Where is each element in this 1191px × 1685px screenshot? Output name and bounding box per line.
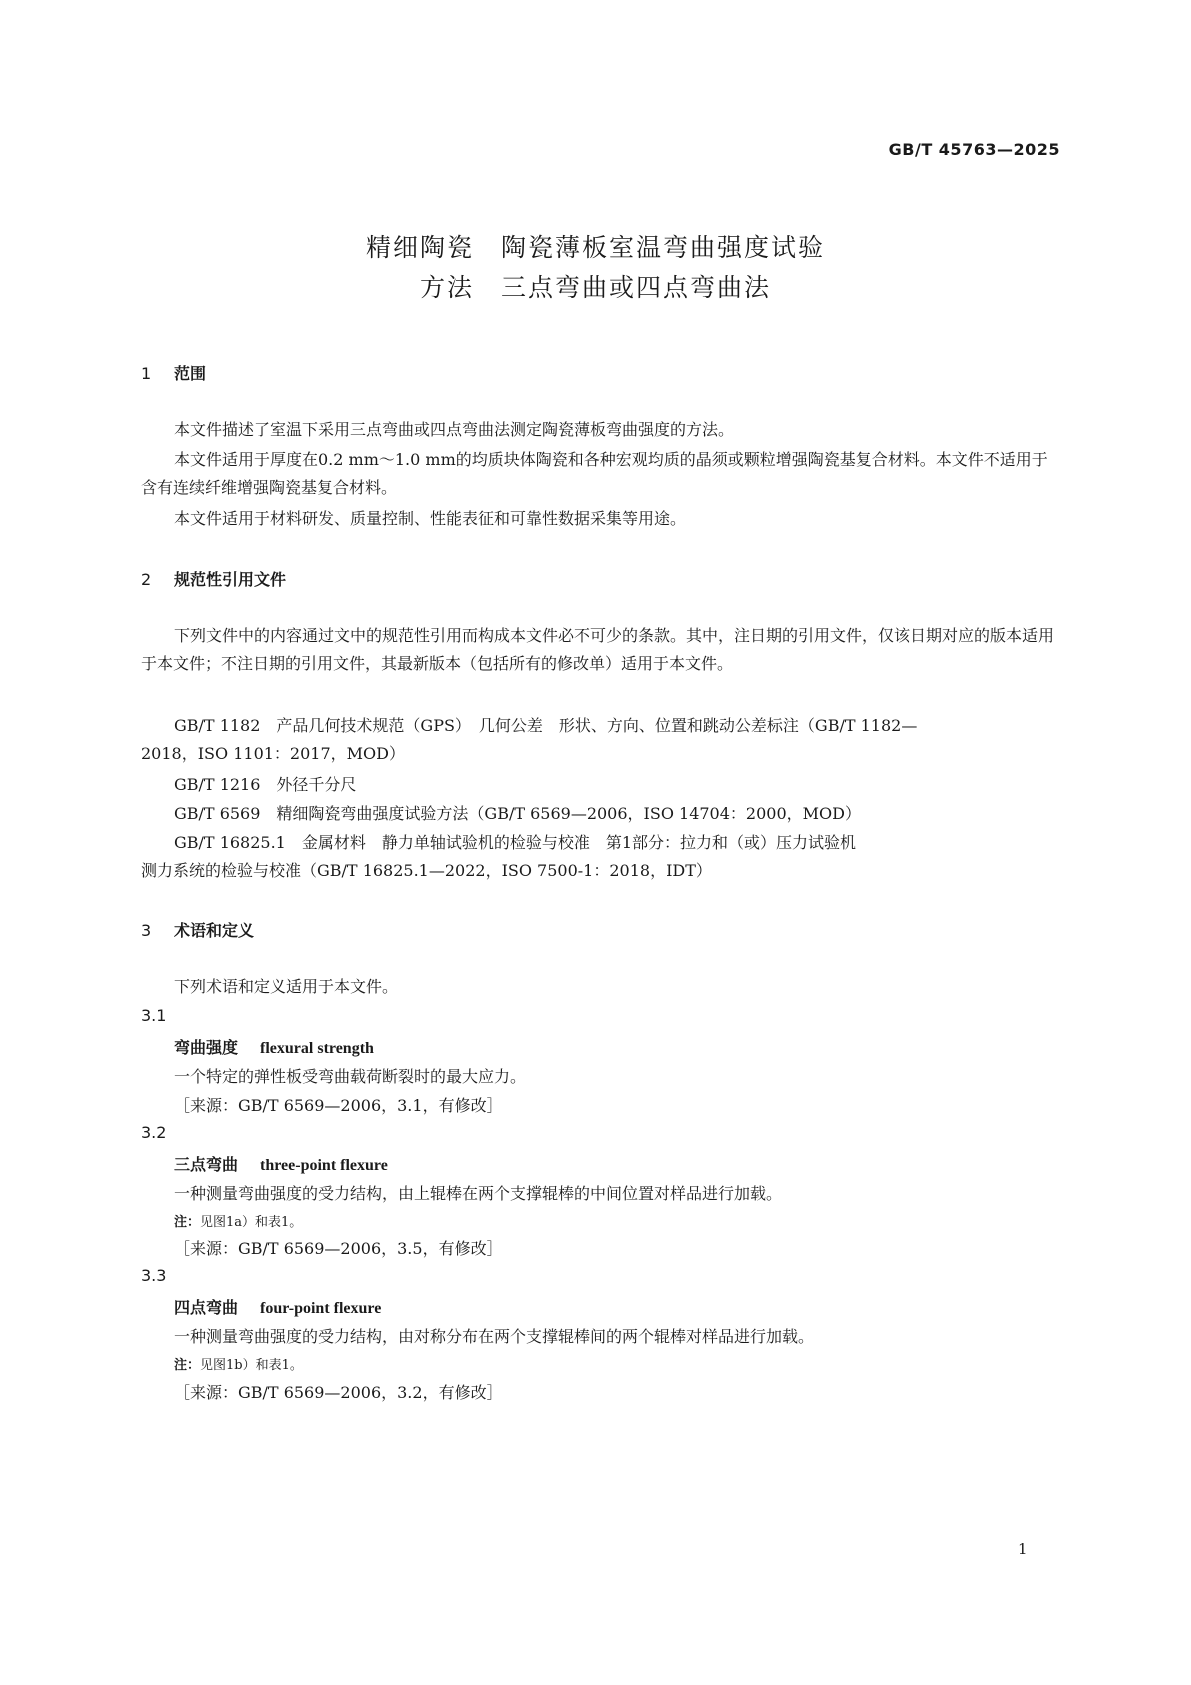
standard-code: GB/T 45763—2025 bbox=[888, 140, 1060, 159]
reference-gbt1182-line2: 2018，ISO 1101：2017，MOD） bbox=[141, 744, 405, 763]
term-en: flexural strength bbox=[260, 1040, 374, 1057]
section-2-heading bbox=[141, 567, 286, 590]
scope-paragraph-1: 本文件描述了室温下采用三点弯曲或四点弯曲法测定陶瓷薄板弯曲强度的方法。 bbox=[174, 420, 735, 439]
section-number: 3 bbox=[141, 921, 152, 940]
page-number: 1 bbox=[1018, 1540, 1028, 1558]
term-en: three-point flexure bbox=[260, 1157, 388, 1174]
term-heading-flexural-strength bbox=[174, 1035, 374, 1058]
term-number: 3.3 bbox=[141, 1266, 167, 1285]
reference-gbt16825-line2: 测力系统的检验与校准（GB/T 16825.1—2022，ISO 7500-1：2018，IDT） bbox=[141, 861, 712, 880]
section-number: 2 bbox=[141, 570, 152, 589]
scope-paragraph-2: 本文件适用于厚度在0.2 mm～1.0 mm的均质块体陶瓷和各种宏观均质的晶须或颗粒增强陶瓷基复合材料。本文件不适用于含有连续纤维增强陶瓷基复合材料。 bbox=[141, 450, 1048, 497]
reference-gbt1182-line1: GB/T 1182 产品几何技术规范（GPS） 几何公差 形状、方向、位置和跳动公差标注（GB/T 1182— bbox=[174, 716, 918, 735]
document-title-line1: 精细陶瓷 陶瓷薄板室温弯曲强度试验 bbox=[365, 233, 825, 262]
term-heading-three-point-flexure bbox=[174, 1152, 388, 1175]
note-text: 见图1b）和表1。 bbox=[200, 1358, 303, 1373]
term-note bbox=[174, 1354, 303, 1373]
section-title: 规范性引用文件 bbox=[174, 570, 287, 589]
section-3-heading bbox=[141, 918, 254, 941]
term-definition: 一种测量弯曲强度的受力结构，由上辊棒在两个支撑辊棒的中间位置对样品进行加载。 bbox=[174, 1184, 783, 1203]
term-zh: 弯曲强度 bbox=[174, 1038, 239, 1057]
note-text: 见图1a）和表1。 bbox=[200, 1215, 303, 1230]
section-1-heading bbox=[141, 361, 206, 384]
term-zh: 四点弯曲 bbox=[174, 1298, 239, 1317]
term-en: four-point flexure bbox=[260, 1300, 382, 1317]
term-source: ［来源：GB/T 6569—2006，3.2，有修改］ bbox=[174, 1383, 503, 1402]
section-title: 术语和定义 bbox=[174, 921, 255, 940]
scope-paragraph-3: 本文件适用于材料研发、质量控制、性能表征和可靠性数据采集等用途。 bbox=[174, 509, 687, 528]
reference-gbt6569: GB/T 6569 精细陶瓷弯曲强度试验方法（GB/T 6569—2006，ISO 14704：2000，MOD） bbox=[174, 804, 861, 823]
term-number: 3.2 bbox=[141, 1123, 167, 1142]
term-note bbox=[174, 1211, 302, 1230]
terms-intro: 下列术语和定义适用于本文件。 bbox=[174, 977, 399, 996]
document-title-line2: 方法 三点弯曲或四点弯曲法 bbox=[419, 273, 771, 302]
term-number: 3.1 bbox=[141, 1006, 167, 1025]
normative-references-intro: 下列文件中的内容通过文中的规范性引用而构成本文件必不可少的条款。其中，注日期的引用文件，仅该日期对应的版本适用于本文件；不注日期的引用文件，其最新版本（包括所有的修改单）适用于本文件。 bbox=[141, 626, 1055, 673]
note-label: 注： bbox=[174, 1215, 201, 1230]
reference-gbt1216: GB/T 1216 外径千分尺 bbox=[174, 775, 357, 794]
section-number: 1 bbox=[141, 364, 152, 383]
term-definition: 一种测量弯曲强度的受力结构，由对称分布在两个支撑辊棒间的两个辊棒对样品进行加载。 bbox=[174, 1327, 815, 1346]
term-source: ［来源：GB/T 6569—2006，3.1，有修改］ bbox=[174, 1096, 503, 1115]
note-label: 注： bbox=[174, 1358, 201, 1373]
term-definition: 一个特定的弹性板受弯曲载荷断裂时的最大应力。 bbox=[174, 1067, 527, 1086]
term-heading-four-point-flexure bbox=[174, 1295, 381, 1318]
section-title: 范围 bbox=[174, 364, 207, 383]
term-zh: 三点弯曲 bbox=[174, 1155, 239, 1174]
reference-gbt16825-line1: GB/T 16825.1 金属材料 静力单轴试验机的检验与校准 第1部分：拉力和（或）压力试验机 bbox=[174, 833, 857, 852]
term-source: ［来源：GB/T 6569—2006，3.5，有修改］ bbox=[174, 1239, 503, 1258]
